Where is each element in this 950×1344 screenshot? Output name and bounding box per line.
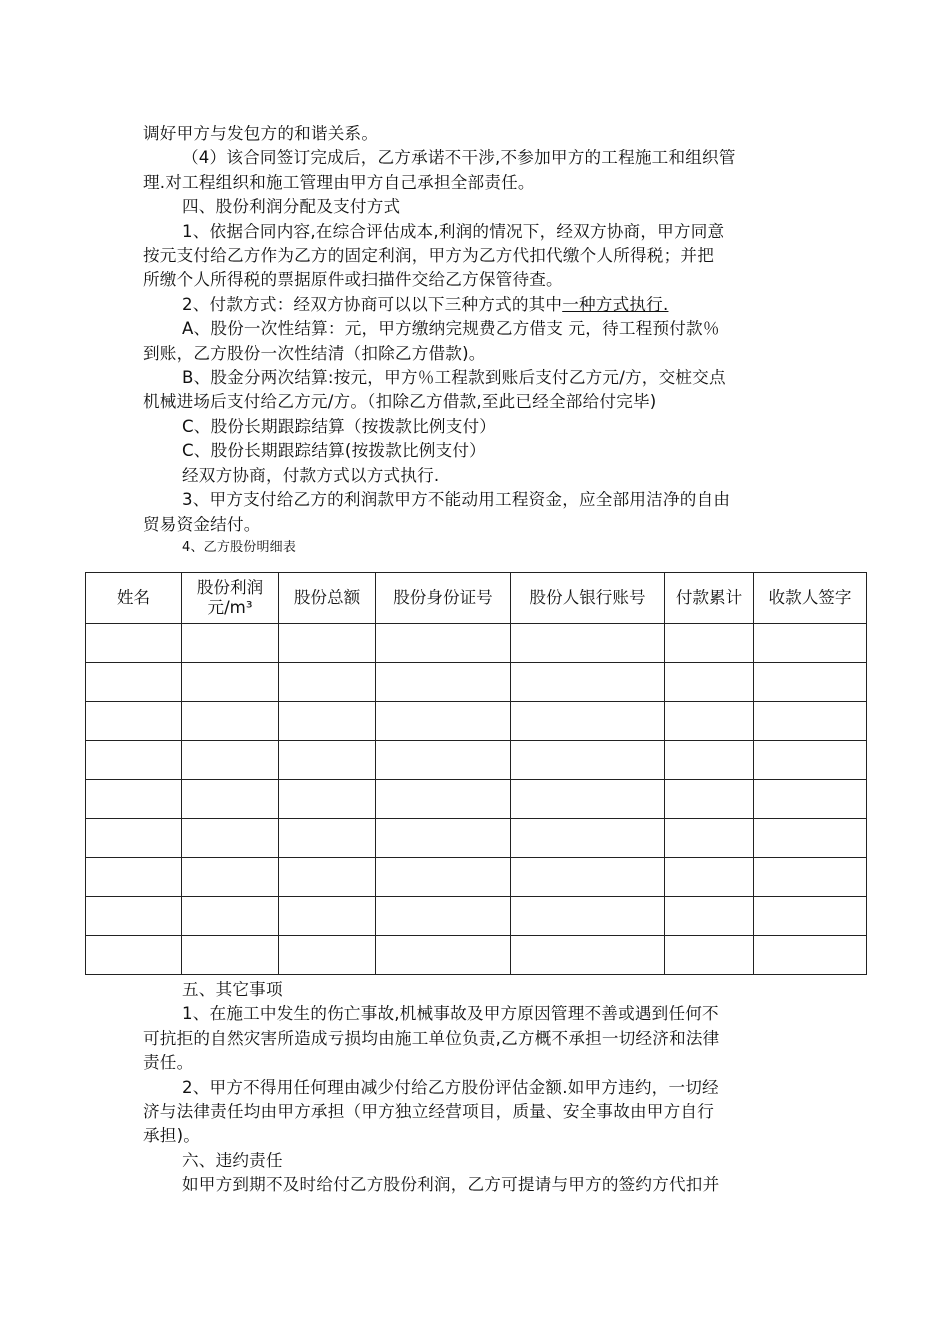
table-cell [511, 897, 665, 936]
table-cell [279, 702, 376, 741]
table-row [86, 858, 867, 897]
payment-method-underlined: 一种方式执行. [562, 294, 669, 314]
table-cell [279, 624, 376, 663]
table-cell [754, 897, 867, 936]
paragraph-line: 2、甲方不得用任何理由减少付给乙方股份评估金额.如甲方违约，一切经 [182, 1077, 719, 1097]
table-cell [182, 858, 279, 897]
table-row [86, 663, 867, 702]
table-cell [754, 741, 867, 780]
table-cell [279, 780, 376, 819]
table-cell [86, 663, 182, 702]
table-cell [376, 702, 511, 741]
table-cell [511, 741, 665, 780]
paragraph-line: 到账，乙方股份一次性结清（扣除乙方借款)。 [143, 343, 486, 363]
table-cell [182, 741, 279, 780]
table-cell [182, 936, 279, 975]
paragraph-line: 责任。 [143, 1053, 194, 1073]
table-cell [279, 663, 376, 702]
paragraph-line: 承担)。 [143, 1126, 201, 1146]
table-cell [182, 819, 279, 858]
table-cell [376, 741, 511, 780]
column-header-payment-total: 付款累计 [665, 573, 754, 624]
column-header-id-number: 股份身份证号 [376, 573, 511, 624]
table-cell [376, 780, 511, 819]
table-cell [754, 624, 867, 663]
table-cell [182, 897, 279, 936]
paragraph-line: 1、依据合同内容,在综合评估成本,利润的情况下，经双方协商，甲方同意 [182, 221, 725, 241]
table-cell [511, 936, 665, 975]
table-cell [376, 897, 511, 936]
payment-method-line [143, 293, 808, 317]
table-cell [754, 819, 867, 858]
table-cell [86, 741, 182, 780]
table-cell [511, 624, 665, 663]
table-cell [279, 936, 376, 975]
table-cell [376, 858, 511, 897]
paragraph-line: 按元支付给乙方作为乙方的固定利润，甲方为乙方代扣代缴个人所得税；并把 [143, 246, 714, 266]
share-detail-table [85, 572, 867, 975]
table-cell [182, 663, 279, 702]
table-cell [665, 936, 754, 975]
table-cell [376, 936, 511, 975]
paragraph-line: 1、在施工中发生的伤亡事故,机械事故及甲方原因管理不善或遇到任何不 [182, 1004, 719, 1024]
table-cell [279, 741, 376, 780]
paragraph-line: A、股份一次性结算：元，甲方缴纳完规费乙方借支 元，待工程预付款％ [182, 319, 720, 339]
column-header-share-profit [182, 573, 279, 624]
table-header-row [86, 573, 867, 624]
table-row [86, 741, 867, 780]
table-cell [86, 624, 182, 663]
table-cell [86, 858, 182, 897]
table-cell [86, 936, 182, 975]
table-cell [754, 858, 867, 897]
payment-method-prefix: 2、付款方式：经双方协商可以以下三种方式的其中 [182, 294, 563, 314]
table-cell [86, 819, 182, 858]
paragraph-line: C、股份长期跟踪结算(按拨款比例支付） [182, 441, 486, 461]
table-body [86, 624, 867, 975]
table-cell [754, 780, 867, 819]
paragraph-line: 理.对工程组织和施工管理由甲方自己承担全部责任。 [143, 172, 535, 192]
document-upper-section [143, 122, 808, 558]
table-row [86, 702, 867, 741]
table-row [86, 897, 867, 936]
table-cell [754, 663, 867, 702]
table-cell [182, 624, 279, 663]
table-cell [511, 780, 665, 819]
table-cell [665, 819, 754, 858]
paragraph-line: 3、甲方支付给乙方的利润款甲方不能动用工程资金，应全部用洁净的自由 [182, 490, 731, 510]
section-heading: 四、股份利润分配及支付方式 [182, 197, 401, 217]
table-cell [511, 663, 665, 702]
table-cell [511, 858, 665, 897]
column-header-name: 姓名 [86, 573, 182, 624]
table-cell [665, 858, 754, 897]
table-cell [279, 858, 376, 897]
table-cell [182, 702, 279, 741]
table-cell [665, 741, 754, 780]
column-header-bank-account: 股份人银行账号 [511, 573, 665, 624]
paragraph-line: 济与法律责任均由甲方承担（甲方独立经营项目，质量、安全事故由甲方自行 [143, 1102, 714, 1122]
table-cell [86, 780, 182, 819]
paragraph-line: （4）该合同签订完成后，乙方承诺不干涉,不参加甲方的工程施工和组织管 [182, 148, 736, 168]
table-cell [86, 702, 182, 741]
paragraph-line: 所缴个人所得税的票据原件或扫描件交给乙方保管待查。 [143, 270, 563, 290]
table-cell [279, 819, 376, 858]
table-row [86, 624, 867, 663]
table-cell [665, 663, 754, 702]
paragraph-line: 贸易资金结付。 [143, 514, 261, 534]
paragraph-line: 机械进场后支付给乙方元/方。（扣除乙方借款,至此已经全部给付完毕) [143, 392, 657, 412]
section-heading: 六、违约责任 [182, 1150, 283, 1170]
table-cell [665, 624, 754, 663]
table-cell [279, 897, 376, 936]
paragraph-line: 经双方协商，付款方式以方式执行. [182, 465, 440, 485]
paragraph-line: C、股份长期跟踪结算（按拨款比例支付） [182, 416, 497, 436]
table-cell [376, 819, 511, 858]
document-lower-section [143, 978, 808, 1198]
table-cell [376, 624, 511, 663]
table-row [86, 936, 867, 975]
column-header-share-total: 股份总额 [279, 573, 376, 624]
column-header-share-profit-text: 股份利润 元/m³ [196, 578, 264, 617]
column-header-signature: 收款人签字 [754, 573, 867, 624]
table-cell [754, 936, 867, 975]
table-row [86, 780, 867, 819]
paragraph-line: 调好甲方与发包方的和谐关系。 [143, 124, 379, 143]
table-cell [182, 780, 279, 819]
section-heading: 五、其它事项 [182, 980, 283, 999]
table-cell [376, 663, 511, 702]
table-row [86, 819, 867, 858]
table-cell [754, 702, 867, 741]
table-cell [511, 819, 665, 858]
paragraph-line: 可抗拒的自然灾害所造成亏损均由施工单位负责,乙方概不承担一切经济和法律 [143, 1028, 720, 1048]
paragraph-line: B、股金分两次结算:按元，甲方％工程款到账后支付乙方元/方，交桩交点 [182, 368, 726, 388]
table-cell [665, 702, 754, 741]
table-cell [665, 897, 754, 936]
table-cell [665, 780, 754, 819]
table-cell [86, 897, 182, 936]
table-cell [511, 702, 665, 741]
table-title: 4、乙方股份明细表 [182, 539, 297, 555]
paragraph-line: 如甲方到期不及时给付乙方股份利润，乙方可提请与甲方的签约方代扣并 [182, 1175, 720, 1195]
